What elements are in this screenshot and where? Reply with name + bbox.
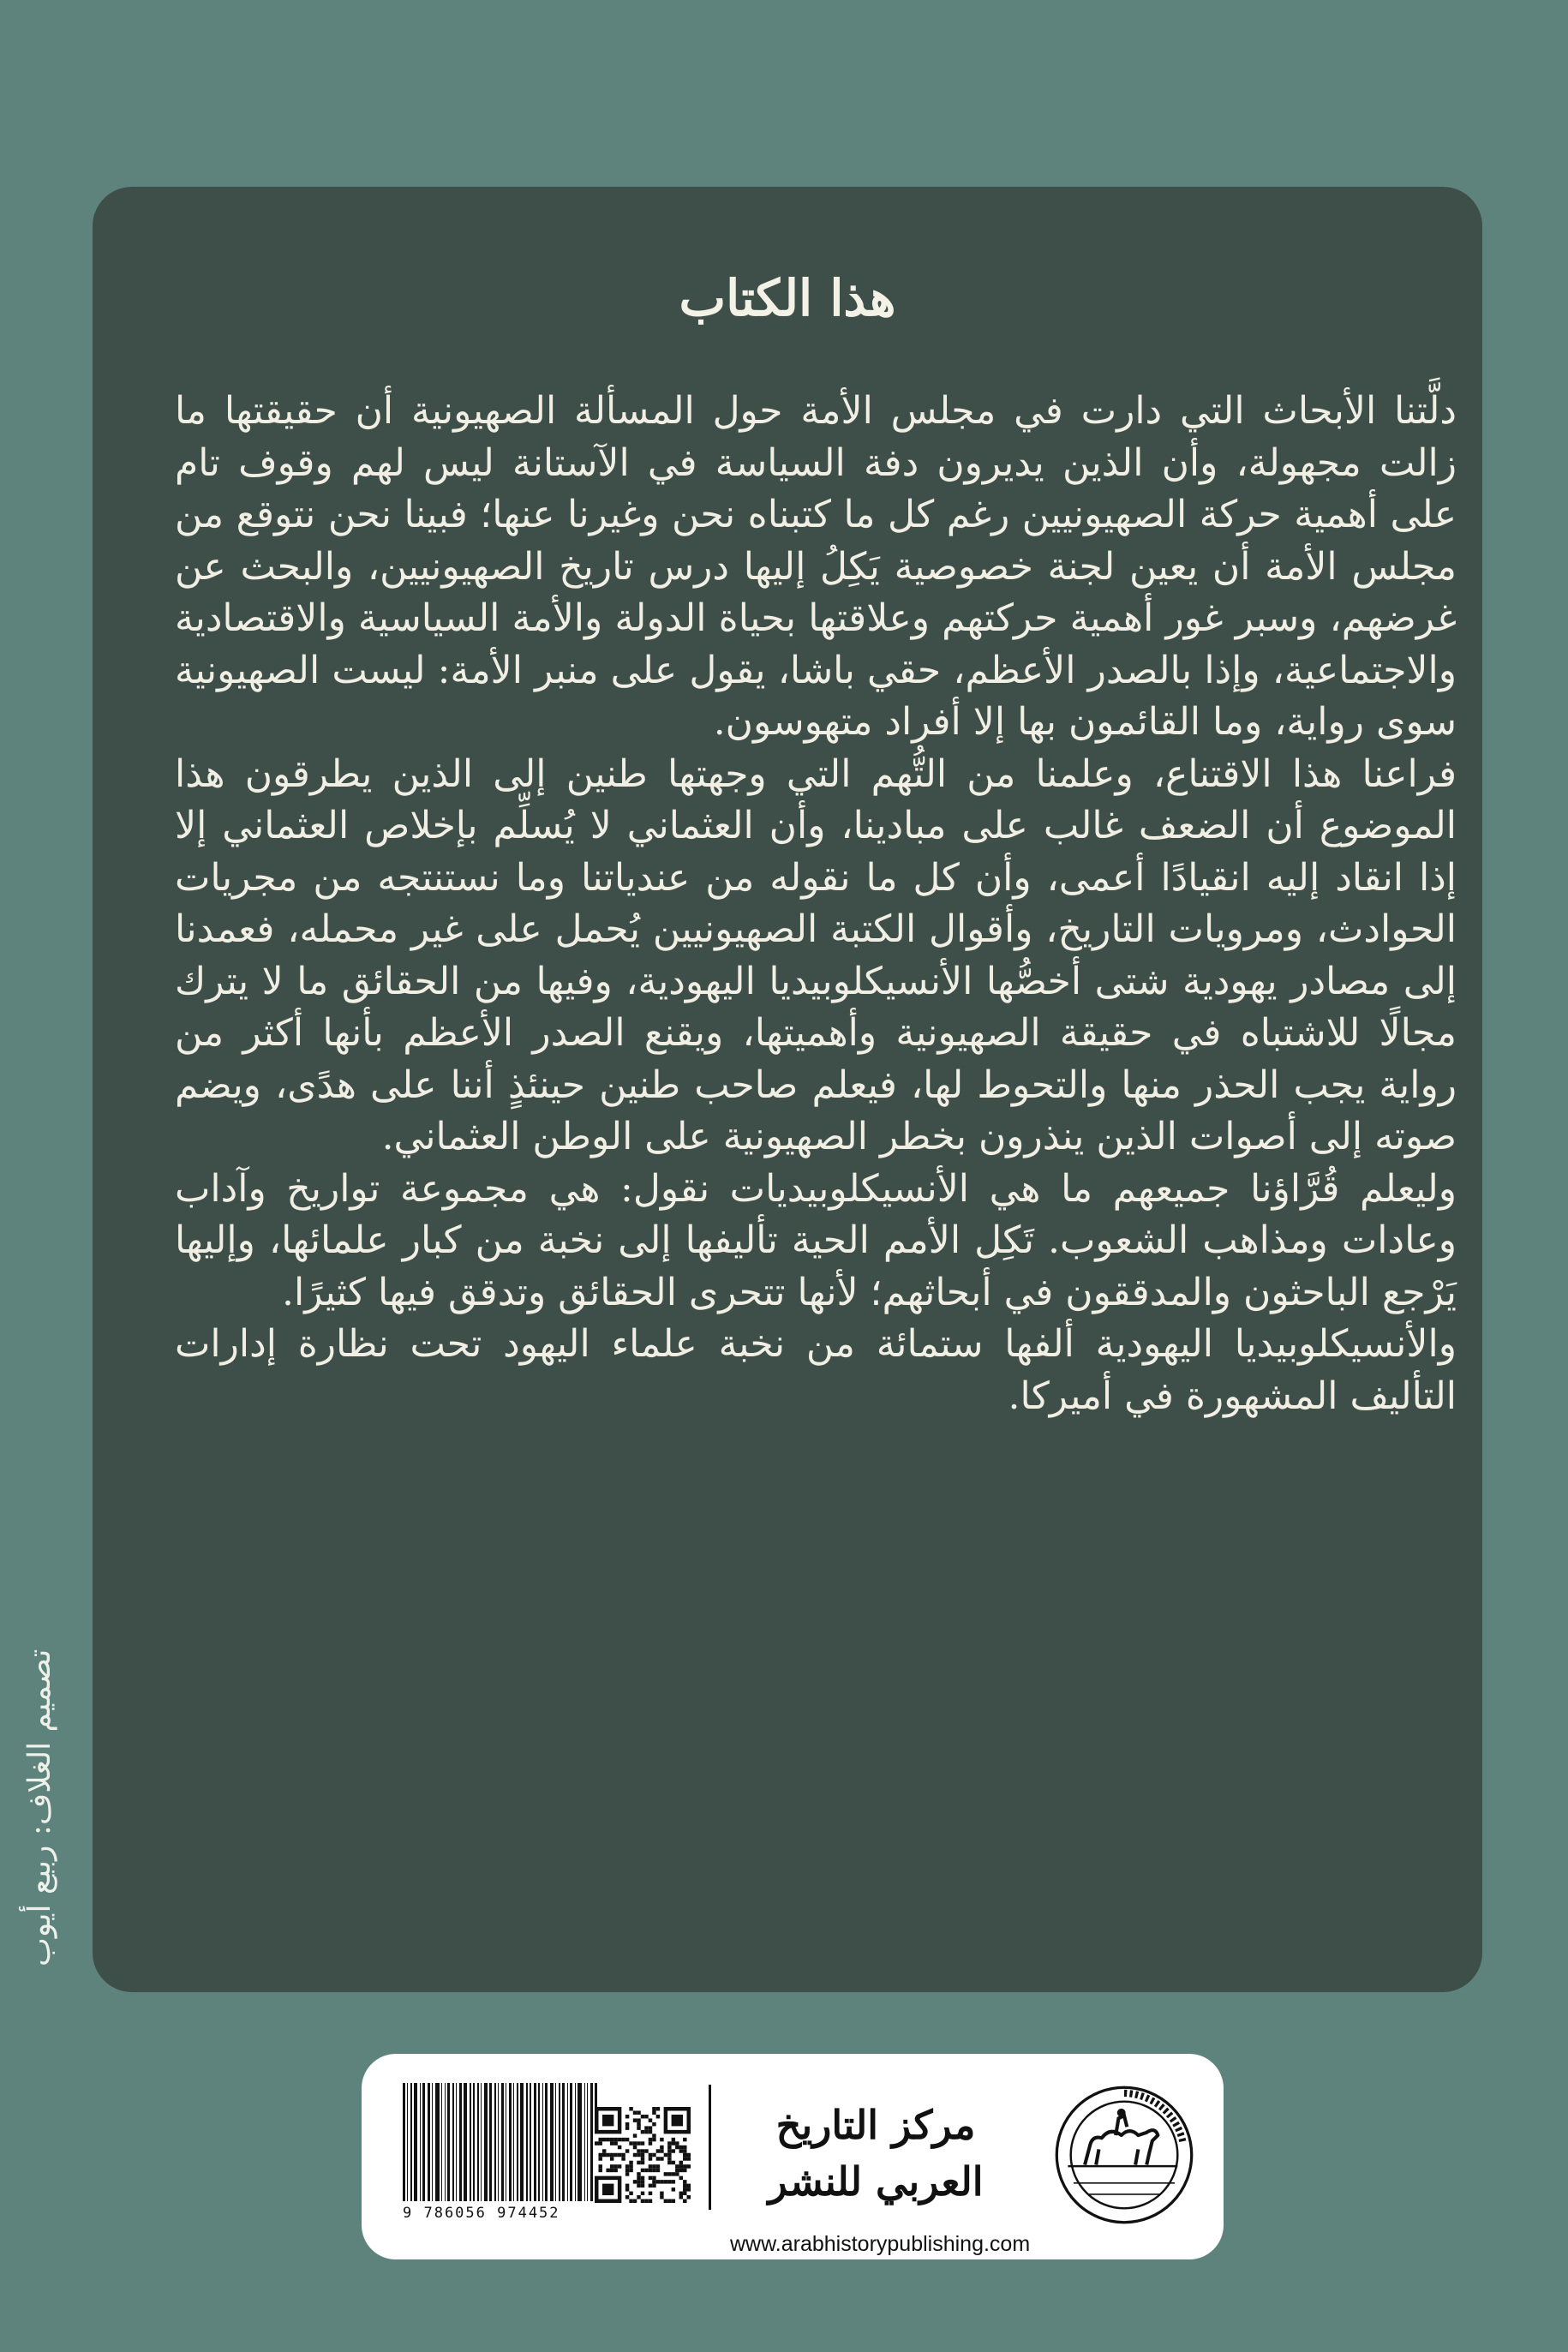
- barcode-bar: [550, 2083, 554, 2201]
- qr-module: [649, 2138, 652, 2141]
- qr-module: [683, 2153, 686, 2157]
- qr-module: [637, 2180, 640, 2183]
- qr-module: [667, 2199, 671, 2203]
- qr-module: [652, 2164, 655, 2168]
- barcode-bar: [570, 2083, 572, 2201]
- qr-module: [637, 2122, 640, 2126]
- qr-module: [679, 2161, 683, 2164]
- qr-module: [660, 2149, 663, 2152]
- publisher-camel-logo-icon: [1054, 2085, 1194, 2225]
- qr-module: [672, 2172, 675, 2175]
- qr-module: [652, 2180, 655, 2183]
- qr-module: [633, 2141, 637, 2145]
- qr-module: [687, 2153, 691, 2157]
- qr-module: [625, 2149, 629, 2152]
- barcode-bar: [477, 2083, 478, 2201]
- qr-module: [633, 2134, 637, 2137]
- publisher-name: مركز التاريخ العربي للنشر: [768, 2102, 984, 2205]
- barcode-bar: [422, 2083, 425, 2201]
- qr-module: [683, 2192, 686, 2195]
- qr-module: [667, 2141, 671, 2145]
- qr-module: [660, 2138, 663, 2141]
- qr-module: [672, 2149, 675, 2152]
- publisher-block: [730, 2097, 1031, 2256]
- qr-module: [641, 2176, 644, 2180]
- qr-module: [613, 2164, 617, 2168]
- qr-module: [613, 2153, 617, 2157]
- qr-module: [618, 2164, 621, 2168]
- qr-module: [660, 2180, 663, 2183]
- barcode-bar: [513, 2083, 514, 2201]
- qr-module: [637, 2172, 640, 2175]
- qr-module: [610, 2141, 613, 2145]
- barcode-bar: [447, 2083, 450, 2201]
- qr-module: [633, 2146, 637, 2149]
- qr-module: [672, 2187, 675, 2191]
- qr-module: [644, 2169, 648, 2172]
- qr-module: [633, 2180, 637, 2183]
- qr-module: [625, 2138, 629, 2141]
- barcode-bar: [403, 2083, 405, 2201]
- publisher-url: www.arabhistorypublishing.com: [730, 2232, 1031, 2256]
- qr-module: [629, 2164, 632, 2168]
- qr-module: [683, 2164, 686, 2168]
- qr-module: [687, 2184, 691, 2187]
- cover-design-credit: تصميم الغلاف: ربيع أيوب: [22, 1649, 57, 1967]
- barcode-bar: [494, 2083, 495, 2201]
- qr-module: [664, 2153, 667, 2157]
- barcode-bar: [538, 2083, 539, 2201]
- barcode-bar: [559, 2083, 560, 2201]
- qr-module: [625, 2184, 629, 2187]
- qr-module: [656, 2164, 660, 2168]
- qr-module: [652, 2122, 655, 2126]
- qr-module: [602, 2149, 606, 2152]
- qr-module: [610, 2164, 613, 2168]
- qr-module: [637, 2126, 640, 2129]
- qr-module: [629, 2199, 632, 2203]
- barcode-bar: [526, 2083, 527, 2201]
- barcode-bar: [542, 2083, 543, 2201]
- qr-module: [683, 2157, 686, 2160]
- qr-module: [679, 2146, 683, 2149]
- barcode-bar: [407, 2083, 408, 2201]
- qr-module: [660, 2157, 663, 2160]
- qr-module: [675, 2146, 679, 2149]
- qr-module: [656, 2115, 660, 2118]
- qr-module: [652, 2107, 655, 2110]
- barcode-bar: [420, 2083, 421, 2201]
- back-cover-text-panel: [93, 187, 1482, 1992]
- qr-module: [672, 2161, 675, 2164]
- qr-module: [667, 2149, 671, 2152]
- qr-module: [667, 2157, 671, 2160]
- qr-module: [683, 2187, 686, 2191]
- qr-module: [644, 2149, 648, 2152]
- barcode-bar: [435, 2083, 439, 2201]
- qr-module: [675, 2169, 679, 2172]
- qr-module: [641, 2161, 644, 2164]
- qr-module: [610, 2157, 613, 2160]
- qr-module: [629, 2169, 632, 2172]
- barcode-bar: [441, 2083, 442, 2201]
- blurb-text: [175, 386, 1457, 1422]
- qr-module: [656, 2180, 660, 2183]
- qr-module: [606, 2138, 609, 2141]
- qr-module: [660, 2146, 663, 2149]
- qr-module: [610, 2153, 613, 2157]
- qr-module: [683, 2180, 686, 2183]
- qr-module: [672, 2141, 675, 2145]
- qr-module: [664, 2180, 667, 2183]
- barcode-bar: [555, 2083, 556, 2201]
- barcode-bar: [517, 2083, 518, 2201]
- paragraph-1: دلَّتنا الأبحاث التي دارت في مجلس الأمة حول المسألة الصهيونية أن حقيقتها ما زالت مجهولة، وأن الذين يديرون دفة السياسة في الآستانة ليس لهم وقوف تام على أهمية حركة الصهيونيين رغم كل ما كتبناه نحن وغيرنا عنها؛ فبينا نحن نتوقع من مجلس الأمة أن يعين لجنة خصوصية يَكِلُ إليها درس تاريخ الصهيونيين، والبحث عن غرضهم، وسبر غور أهمية حركتهم وعلاقتها بحياة الدولة والأمة السياسية والاقتصادية والاجتماعية، وإذا بالصدر الأعظم، حقي باشا، يقول على منبر الأمة: ليست الصهيونية سوى رواية، وما القائمون بها إلا أفراد متهوسون.: [175, 389, 1457, 744]
- qr-module: [652, 2184, 655, 2187]
- barcode-bar: [410, 2083, 411, 2201]
- barcode-bar: [481, 2083, 482, 2201]
- qr-module: [649, 2176, 652, 2180]
- qr-module: [664, 2172, 667, 2175]
- barcode-bar: [520, 2083, 524, 2201]
- barcode-bar: [452, 2083, 453, 2201]
- qr-module: [687, 2164, 691, 2168]
- qr-module: [625, 2122, 629, 2126]
- qr-module: [649, 2130, 652, 2134]
- qr-module: [652, 2134, 655, 2137]
- qr-module: [672, 2199, 675, 2203]
- qr-module: [641, 2130, 644, 2134]
- qr-module: [679, 2164, 683, 2168]
- qr-module: [633, 2153, 637, 2157]
- qr-module: [606, 2169, 609, 2172]
- qr-module: [649, 2141, 652, 2145]
- qr-module: [641, 2141, 644, 2145]
- isbn-barcode: [403, 2083, 600, 2222]
- qr-module: [679, 2149, 683, 2152]
- qr-module: [606, 2153, 609, 2157]
- qr-module: [629, 2141, 632, 2145]
- barcode-bar: [562, 2083, 565, 2201]
- qr-module: [613, 2141, 617, 2145]
- qr-module: [649, 2199, 652, 2203]
- qr-module: [637, 2149, 640, 2152]
- barcode-bar: [567, 2083, 568, 2201]
- qr-module: [652, 2169, 655, 2172]
- qr-module: [637, 2118, 640, 2122]
- qr-module: [602, 2138, 606, 2141]
- qr-module: [637, 2161, 640, 2164]
- barcode-bar: [545, 2083, 548, 2201]
- paragraph-4: والأنسيكلوبيديا اليهودية ألفها ستمائة من نخبة علماء اليهود تحت نظارة إدارات التأليف المشهورة في أميركا.: [175, 1322, 1457, 1418]
- qr-module: [610, 2138, 613, 2141]
- qr-module: [649, 2192, 652, 2195]
- qr-module: [629, 2107, 632, 2110]
- qr-module: [618, 2153, 621, 2157]
- qr-module: [610, 2169, 613, 2172]
- qr-module: [652, 2176, 655, 2180]
- qr-module: [672, 2180, 675, 2183]
- qr-module: [667, 2146, 671, 2149]
- qr-module: [687, 2157, 691, 2160]
- qr-module: [667, 2161, 671, 2164]
- divider-line: [709, 2085, 711, 2210]
- qr-module: [598, 2169, 601, 2172]
- qr-module: [660, 2195, 663, 2199]
- barcode-bar: [484, 2083, 488, 2201]
- barcode-bar: [498, 2083, 499, 2201]
- barcode-bar: [575, 2083, 576, 2201]
- barcode-bar: [530, 2083, 532, 2201]
- qr-module: [683, 2138, 686, 2141]
- barcode-bar: [584, 2083, 585, 2201]
- paragraph-2: فراعنا هذا الاقتناع، وعلمنا من التُّهم التي وجهتها طنين إلى الذين يطرقون هذا الموضوع أن الضعف غالب على مبادينا، وأن العثماني لا يُسلِّم بإخلاص العثماني إلا إذا انقاد إليه انقيادًا أعمى، وأن كل ما نقوله من عندياتنا وما نستنتجه من مجريات الحوادث، ومرويات التاريخ، وأقوال الكتبة الصهيونيين يُحمل على غير محمله، فعمدنا إلى مصادر يهودية شتى أخصُّها الأنسيكلوبيديا اليهودية، وفيها من الحقائق ما لا يترك مجالًا للاشتباه في حقيقة الصهيونية وأهميتها، ويقنع الصدر الأعظم بأنها أكثر من رواية يجب الحذر منها والتحوط لها، فيعلم صاحب طنين حينئذٍ أننا على هدًى، ويضم صوته إلى أصوات الذين ينذرون بخطر الصهيونية على الوطن العثماني.: [175, 751, 1457, 1158]
- qr-module: [598, 2141, 601, 2145]
- qr-module: [625, 2172, 629, 2175]
- qr-module: [625, 2169, 629, 2172]
- barcode-bar: [489, 2083, 492, 2201]
- qr-module: [625, 2126, 629, 2129]
- qr-module: [633, 2199, 637, 2203]
- paragraph-3: وليعلم قُرَّاؤنا جميعهم ما هي الأنسيكلوبيديات نقول: هي مجموعة تواريخ وآداب وعادات ومذاهب الشعوب. تَكِل الأمم الحية تأليفها إلى نخبة من كبار علمائها، وإليها يَرْجع الباحثون والمدققون في أبحاثهم؛ لأنها تتحرى الحقائق وتدقق فيها كثيرًا.: [175, 1166, 1457, 1314]
- qr-module: [621, 2153, 625, 2157]
- qr-module: [679, 2176, 683, 2180]
- qr-module: [652, 2153, 655, 2157]
- qr-module: [652, 2110, 655, 2114]
- qr-module: [660, 2192, 663, 2195]
- qr-module: [637, 2184, 640, 2187]
- qr-module: [637, 2141, 640, 2145]
- qr-module: [687, 2187, 691, 2191]
- qr-module: [644, 2115, 648, 2118]
- qr-module: [667, 2153, 671, 2157]
- qr-module: [644, 2130, 648, 2134]
- qr-module: [679, 2195, 683, 2199]
- qr-module: [633, 2110, 637, 2114]
- qr-module: [649, 2169, 652, 2172]
- qr-module: [667, 2172, 671, 2175]
- qr-module: [687, 2195, 691, 2199]
- qr-module: [637, 2195, 640, 2199]
- qr-module: [656, 2149, 660, 2152]
- qr-module: [644, 2199, 648, 2203]
- qr-module: [641, 2199, 644, 2203]
- qr-module: [679, 2169, 683, 2172]
- qr-module: [637, 2153, 640, 2157]
- qr-module: [595, 2141, 598, 2145]
- barcode-bar: [414, 2083, 417, 2201]
- qr-module: [613, 2169, 617, 2172]
- qr-module: [618, 2146, 621, 2149]
- qr-module: [683, 2149, 686, 2152]
- qr-module: [641, 2192, 644, 2195]
- qr-module: [683, 2184, 686, 2187]
- qr-module: [649, 2184, 652, 2187]
- isbn-number: 9 786056 974452: [403, 2205, 560, 2222]
- qr-module: [679, 2192, 683, 2195]
- barcode-bars: [403, 2083, 600, 2201]
- qr-module: [641, 2157, 644, 2160]
- barcode-bar: [501, 2083, 504, 2201]
- qr-module: [672, 2138, 675, 2141]
- qr-module: [649, 2118, 652, 2122]
- qr-module: [613, 2138, 617, 2141]
- qr-module: [683, 2146, 686, 2149]
- qr-module: [598, 2164, 601, 2168]
- qr-module: [683, 2169, 686, 2172]
- qr-module: [675, 2164, 679, 2168]
- barcode-bar: [587, 2083, 588, 2201]
- barcode-bar: [459, 2083, 462, 2201]
- qr-module: [633, 2118, 637, 2122]
- barcode-bar: [445, 2083, 446, 2201]
- qr-code-icon: [595, 2107, 691, 2203]
- qr-module: [649, 2157, 652, 2160]
- qr-module: [625, 2187, 629, 2191]
- barcode-bar: [534, 2083, 536, 2201]
- qr-module: [683, 2199, 686, 2203]
- qr-module: [625, 2115, 629, 2118]
- barcode-bar: [432, 2083, 433, 2201]
- qr-module: [656, 2169, 660, 2172]
- qr-module: [602, 2153, 606, 2157]
- qr-module: [675, 2141, 679, 2145]
- qr-module: [629, 2161, 632, 2164]
- qr-module: [629, 2192, 632, 2195]
- qr-module: [652, 2138, 655, 2141]
- qr-module: [637, 2176, 640, 2180]
- qr-module: [664, 2199, 667, 2203]
- barcode-bar: [428, 2083, 430, 2201]
- barcode-bar: [456, 2083, 457, 2201]
- footer-info-box: [362, 2054, 1224, 2259]
- qr-module: [656, 2107, 660, 2110]
- qr-module: [621, 2138, 625, 2141]
- qr-module: [649, 2126, 652, 2129]
- qr-module: [656, 2157, 660, 2160]
- qr-module: [649, 2153, 652, 2157]
- qr-module: [641, 2153, 644, 2157]
- qr-module: [641, 2180, 644, 2183]
- qr-module: [675, 2172, 679, 2175]
- qr-module: [618, 2138, 621, 2141]
- qr-module: [641, 2184, 644, 2187]
- barcode-bar: [464, 2083, 467, 2201]
- section-title: هذا الكتاب: [679, 269, 896, 327]
- qr-module: [649, 2164, 652, 2168]
- qr-module: [598, 2138, 601, 2141]
- barcode-bar: [578, 2083, 581, 2201]
- qr-module: [598, 2153, 601, 2157]
- qr-module: [625, 2195, 629, 2199]
- qr-module: [644, 2126, 648, 2129]
- qr-module: [621, 2157, 625, 2160]
- qr-module: [641, 2149, 644, 2152]
- qr-module: [667, 2180, 671, 2183]
- barcode-bar: [473, 2083, 476, 2201]
- barcode-bar: [509, 2083, 512, 2201]
- qr-module: [625, 2164, 629, 2168]
- qr-module: [637, 2110, 640, 2114]
- qr-module: [641, 2169, 644, 2172]
- qr-module: [641, 2115, 644, 2118]
- qr-module: [598, 2157, 601, 2160]
- barcode-bar: [590, 2083, 593, 2201]
